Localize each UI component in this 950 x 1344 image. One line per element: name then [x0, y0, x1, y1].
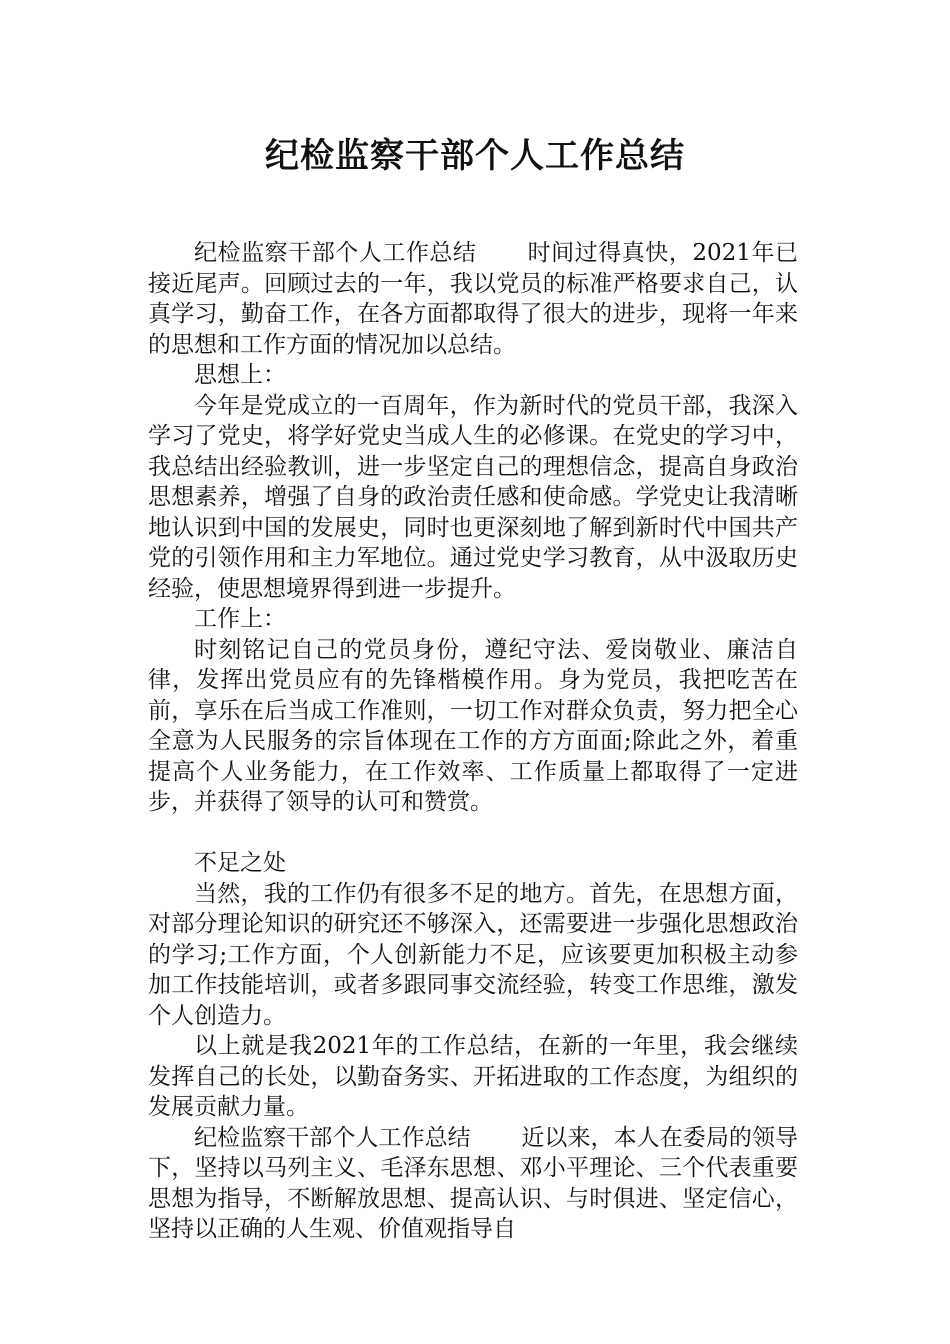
paragraph-thought: 今年是党成立的一百周年，作为新时代的党员干部，我深入学习了党史，将学好党史当成人生的必修课。在党史的学习中，我总结出经验教训，进一步坚定自己的理想信念，提高自身政治思想素养，增强了自身的政治责任感和使命感。学党史让我清晰地认识到中国的发展史，同时也更深刻地了解到新时代中国共产党的引领作用和主力军地位。通过党史学习教育，从中汲取历史经验，使思想境界得到进一步提升。: [148, 392, 798, 602]
paragraph-conclusion: 以上就是我2021年的工作总结，在新的一年里，我会继续发挥自己的长处，以勤奋务实、开拓进取的工作态度，为组织的发展贡献力量。: [148, 1033, 798, 1120]
heading-shortcomings: 不足之处: [194, 850, 286, 876]
paragraph-shortcomings: 当然，我的工作仍有很多不足的地方。首先，在思想方面，对部分理论知识的研究还不够深入，还需要进一步强化思想政治的学习;工作方面，个人创新能力不足，应该要更加积极主动参加工作技能培训，或者多跟同事交流经验，转变工作思维，激发个人创造力。: [148, 880, 798, 1029]
paragraph-lead: 纪检监察干部个人工作总结: [194, 1124, 471, 1151]
heading-thought: 思想上：: [194, 362, 286, 388]
paragraph-text: 时间过得真快，2021年已接近尾声。回顾过去的一年，我以党员的标准严格要求自己，认真学习，勤奋工作，在各方面都取得了很大的进步，现将一年来的思想和工作方面的情况加以总结。: [148, 240, 798, 358]
blank-line: [148, 818, 798, 849]
paragraph-lead: 纪检监察干部个人工作总结: [194, 240, 477, 266]
paragraph-intro: [148, 238, 798, 360]
heading-work: 工作上：: [194, 606, 286, 632]
document-title: 纪检监察干部个人工作总结: [265, 136, 685, 176]
document-body: [148, 238, 798, 1245]
paragraph-work: 时刻铭记自己的党员身份，遵纪守法、爱岗敬业、廉洁自律，发挥出党员应有的先锋楷模作用。身为党员，我把吃苦在前，享乐在后当成工作准则，一切工作对群众负责，努力把全心全意为人民服务的宗旨体现在工作的方方面面;除此之外，着重提高个人业务能力，在工作效率、工作质量上都取得了一定进步，并获得了领导的认可和赞赏。: [148, 636, 798, 815]
paragraph-second-summary: [148, 1123, 798, 1245]
paragraph-text: 近以来，本人在委局的领导下，坚持以马列主义、毛泽东思想、邓小平理论、三个代表重要思想为指导，不断解放思想、提高认识、与时俱进、坚定信心，坚持以正确的人生观、价值观指导自: [148, 1124, 798, 1242]
